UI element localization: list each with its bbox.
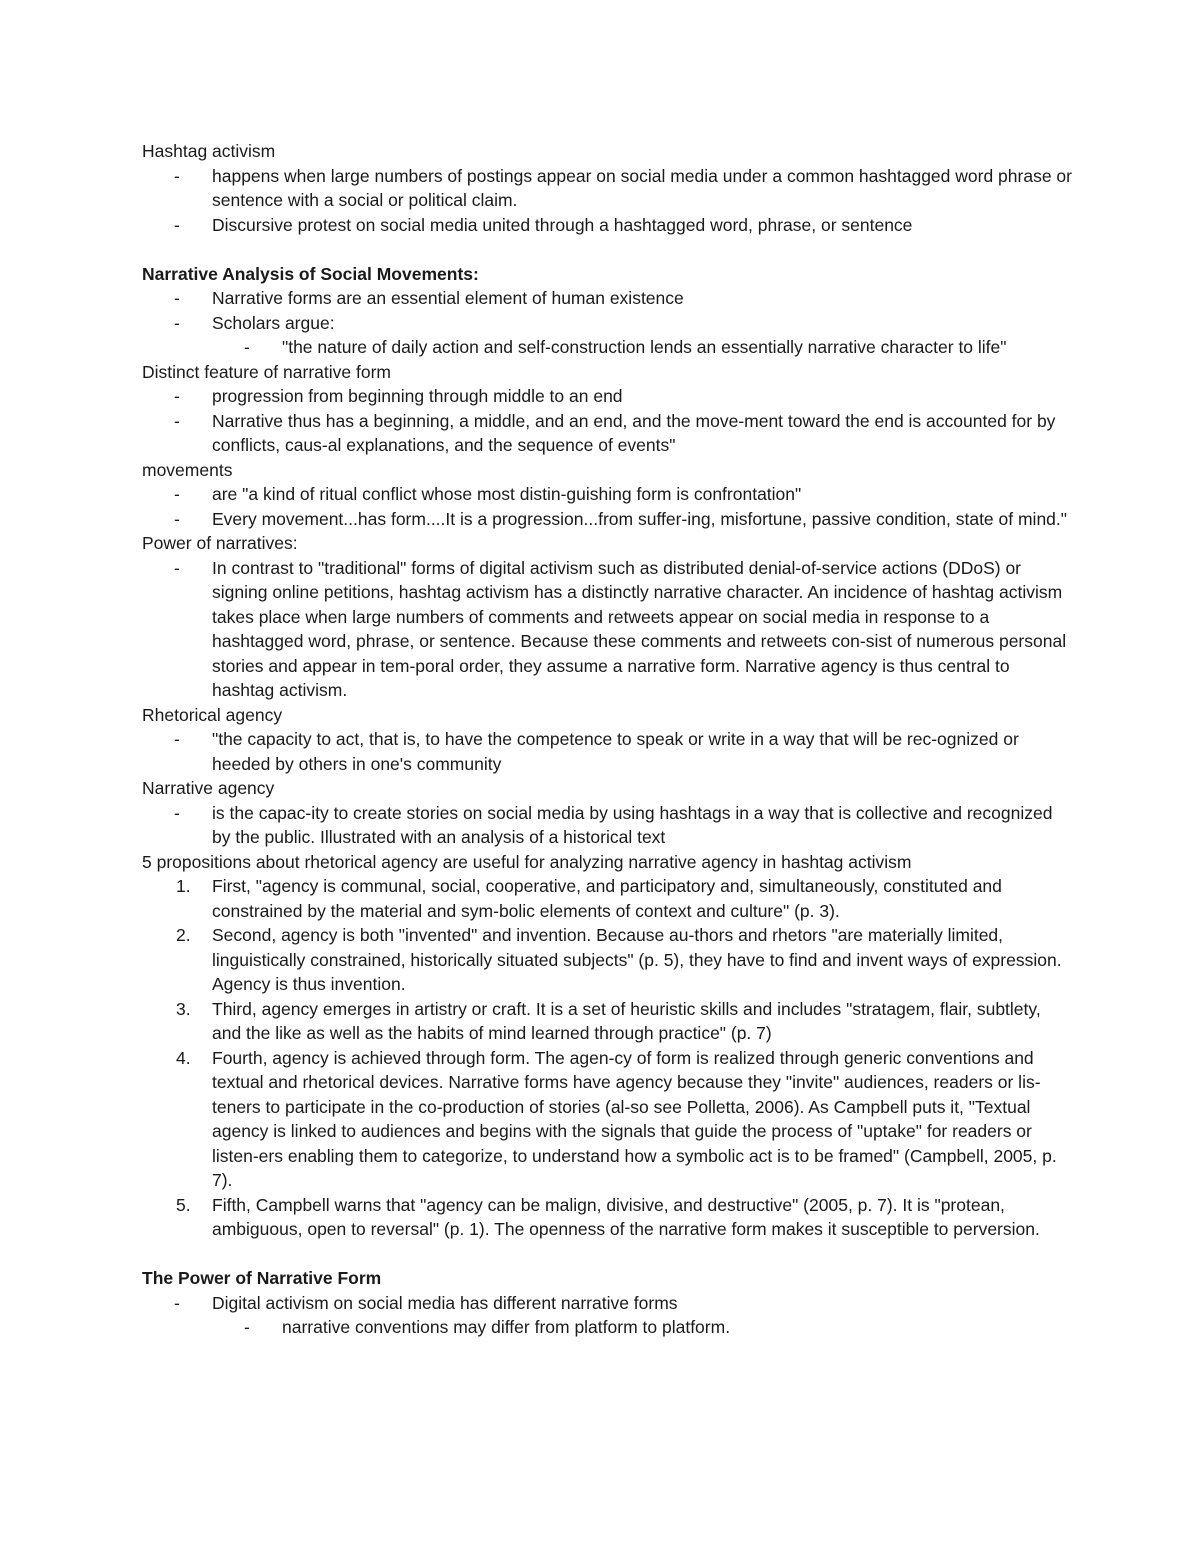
- item-text: Digital activism on social media has different narrative forms: [212, 1292, 678, 1313]
- item-text: In contrast to "traditional" forms of digital activism such as distributed denial-of-service actions (DDoS) or signing online petitions, hashtag activism has a distinctly narrative character. An incidence of hashtag activism takes place when large numbers of comments and retweets appear on social media in response to a hashtagged word, phrase, or sentence. Because these comments and retweets con-sist of numerous personal stories and appear in tem-poral order, they assume a narrative form. Narrative agency is thus central to hashtag activism.: [212, 557, 1067, 700]
- bullet-dash: -: [174, 557, 180, 578]
- bullet-item: [142, 409, 1072, 458]
- bullet-item: [142, 507, 1072, 532]
- item-text: happens when large numbers of postings appear on social media under a common hashtagged word phrase or sentence with a social or political claim.: [212, 165, 1072, 210]
- item-text: is the capac-ity to create stories on social media by using hashtags in a way that is collective and recognized by the public. Illustrated with an analysis of a historical text: [212, 802, 1053, 847]
- section-label: Rhetorical agency: [142, 704, 283, 725]
- bullet-dash: -: [244, 1317, 250, 1337]
- list-number: 5.: [176, 1194, 191, 1215]
- bullet-item: [142, 384, 1072, 409]
- numbered-item: [142, 997, 1072, 1046]
- numbered-item: [142, 1046, 1072, 1193]
- list-number: 1.: [176, 876, 191, 896]
- bullet-dash: -: [244, 337, 250, 357]
- numbered-item: [142, 923, 1072, 997]
- bullet-item: [142, 482, 1072, 507]
- item-text: Fifth, Campbell warns that "agency can be malign, divisive, and destructive" (2005, p. 7). It is "protean, ambiguous, open to reversal" (p. 1). The openness of the narrative form makes it susceptible to perversion.: [212, 1194, 1040, 1239]
- item-text: Third, agency emerges in artistry or craft. It is a set of heuristic skills and includes "stratagem, flair, subtlety, and the like as well as the habits of mind learned through practice" (p. 7): [212, 998, 1041, 1043]
- item-text: Scholars argue:: [212, 312, 335, 333]
- numbered-item: [142, 1193, 1072, 1242]
- bullet-dash: -: [174, 410, 180, 431]
- bullet-item: [142, 556, 1072, 703]
- section-heading: Narrative Analysis of Social Movements:: [142, 263, 479, 284]
- item-text: Every movement...has form....It is a progression...from suffer-ing, misfortune, passive condition, state of mind.": [212, 508, 1067, 529]
- item-text: Fourth, agency is achieved through form. The agen-cy of form is realized through generic conventions and textual and rhetorical devices. Narrative forms have agency because they "invite" audiences, readers or lis-teners to participate in the co-production of stories (al-so see Polletta, 2006). As Campbell puts it, "Textual agency is linked to audiences and begins with the signals that guide the process of "uptake" for readers or listen-ers enabling them to categorize, to understand how a symbolic act is to be framed" (Campbell, 2005, p. 7).: [212, 1047, 1057, 1190]
- item-text: Narrative forms are an essential element of human existence: [212, 288, 684, 308]
- bullet-dash: -: [174, 288, 180, 308]
- bullet-dash: -: [174, 729, 180, 749]
- bullet-dash: -: [174, 214, 180, 235]
- numbered-item: [142, 874, 1072, 923]
- bullet-item: [142, 1315, 1072, 1340]
- bullet-item: [142, 801, 1072, 850]
- section-label: Distinct feature of narrative form: [142, 361, 391, 382]
- bullet-dash: -: [174, 484, 180, 504]
- paragraph-gap: [142, 237, 1072, 262]
- bullet-item: [142, 1291, 1072, 1316]
- bullet-dash: -: [174, 1292, 180, 1313]
- bullet-item: [142, 727, 1072, 776]
- bullet-dash: -: [174, 386, 180, 406]
- bullet-item: [142, 335, 1072, 360]
- bullet-item: [142, 164, 1072, 213]
- bullet-item: [142, 286, 1072, 311]
- paragraph-gap: [142, 1242, 1072, 1267]
- bullet-dash: -: [174, 508, 180, 529]
- section-heading: The Power of Narrative Form: [142, 1268, 382, 1288]
- bullet-item: [142, 311, 1072, 336]
- section-label: 5 propositions about rhetorical agency are useful for analyzing narrative agency in hashtag activism: [142, 851, 912, 872]
- bullet-dash: -: [174, 165, 180, 186]
- item-text: are "a kind of ritual conflict whose most distin-guishing form is confrontation": [212, 484, 802, 504]
- list-number: 2.: [176, 925, 191, 945]
- item-text: Discursive protest on social media united through a hashtagged word, phrase, or sentence: [212, 214, 913, 235]
- list-number: 3.: [176, 998, 191, 1019]
- item-text: "the nature of daily action and self-construction lends an essentially narrative character to life": [282, 337, 1007, 357]
- bullet-item: [142, 213, 1072, 238]
- bullet-dash: -: [174, 802, 180, 823]
- item-text: narrative conventions may differ from platform to platform.: [282, 1317, 731, 1337]
- section-label: Hashtag activism: [142, 141, 276, 161]
- item-text: Narrative thus has a beginning, a middle, and an end, and the move-ment toward the end is accounted for by conflicts, caus-al explanations, and the sequence of events": [212, 410, 1056, 455]
- bullet-dash: -: [174, 312, 180, 333]
- item-text: Second, agency is both "invented" and invention. Because au-thors and rhetors "are materially limited, linguistically constrained, historically situated subjects" (p. 5), they have to find and invent ways of expression. Agency is thus invention.: [212, 925, 1062, 994]
- item-text: progression from beginning through middle to an end: [212, 386, 623, 406]
- section-label: movements: [142, 459, 233, 480]
- section-label: Narrative agency: [142, 778, 275, 798]
- document-page: [142, 139, 1072, 1340]
- item-text: First, "agency is communal, social, cooperative, and participatory and, simultaneously, constituted and constrained by the material and sym-bolic elements of context and culture" (p. 3).: [212, 876, 1002, 921]
- list-number: 4.: [176, 1047, 191, 1068]
- section-label: Power of narratives:: [142, 533, 298, 553]
- item-text: "the capacity to act, that is, to have the competence to speak or write in a way that will be rec-ognized or heeded by others in one's community: [212, 729, 1019, 774]
